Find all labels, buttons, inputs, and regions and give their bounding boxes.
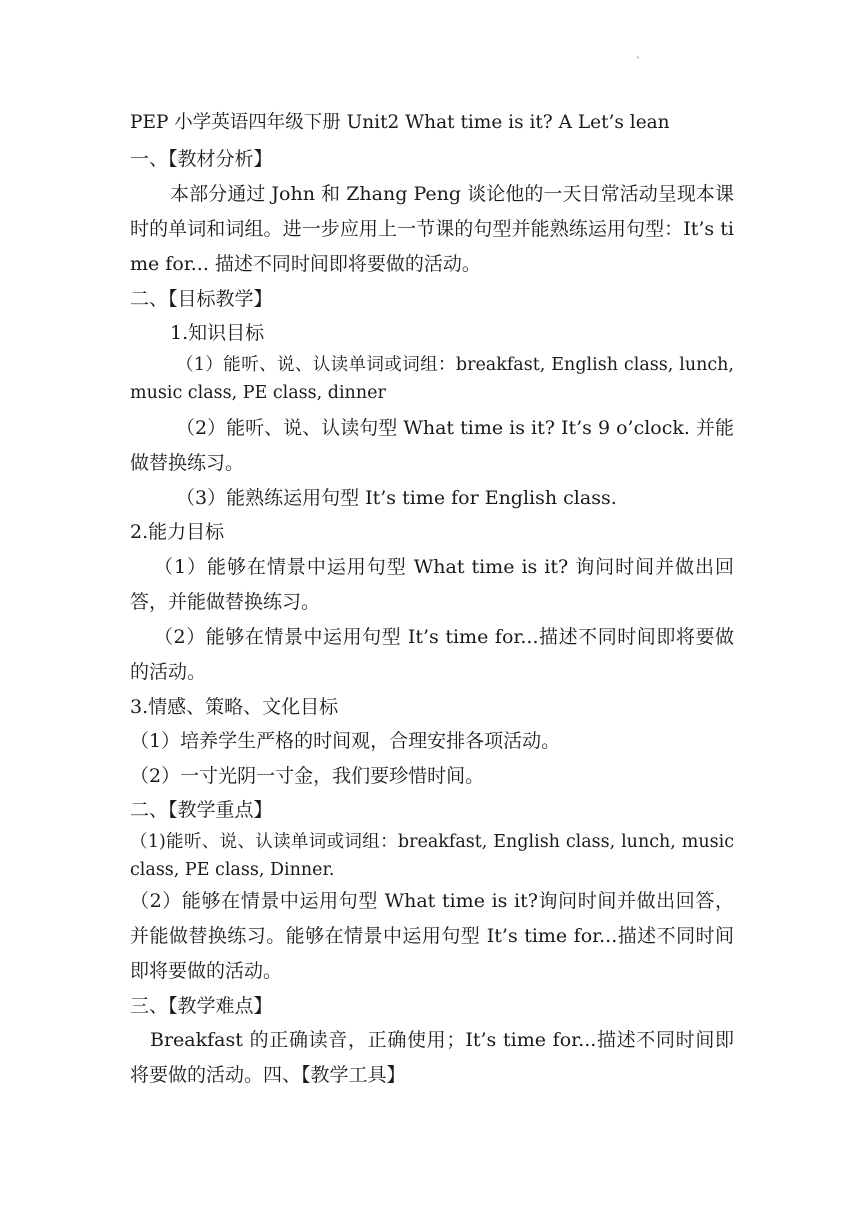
emotion-objectives-title: 3.情感、策略、文化目标	[130, 695, 339, 718]
section-heading-objectives: 二、【目标教学】	[130, 287, 273, 310]
analysis-paragraph: 本部分通过 John 和 Zhang Peng 谈论他的一天日常活动呈现本课时的单词和词组。进一步应用上一节课的句型并能熟练运用句型：It’s time for... 描述不同时间即将要做的活动。	[130, 182, 734, 275]
key-point-2: （2）能够在情景中运用句型 What time is it?询问时间并做出回答，并能做替换练习。能够在情景中运用句型 It’s time for...描述不同时间即将要做的活动。	[130, 889, 734, 982]
emotion-objective-2: （2）一寸光阴一寸金，我们要珍惜时间。	[130, 764, 485, 787]
knowledge-objective-1: （1）能听、说、认读单词或词组：breakfast, English class, lunch, music class, PE class, dinner	[130, 354, 734, 403]
ability-objective-1: （1）能够在情景中运用句型 What time is it? 询问时间并做出回答，并能做替换练习。	[130, 555, 734, 613]
section-heading-key-points: 二、【教学重点】	[130, 799, 273, 821]
knowledge-objective-2: （2）能听、说、认读句型 What time is it? It’s 9 o’clock. 并能做替换练习。	[130, 416, 734, 474]
knowledge-objective-3: （3）能熟练运用句型 It’s time for English class.	[176, 486, 617, 509]
emotion-objective-1: （1）培养学生严格的时间观，合理安排各项活动。	[130, 730, 561, 752]
knowledge-objectives-title: 1.知识目标	[170, 322, 265, 344]
corner-mark: `	[636, 57, 641, 68]
document-body	[130, 108, 734, 1093]
section-heading-difficulties: 三、【教学难点】	[130, 994, 273, 1017]
ability-objective-2: （2）能够在情景中运用句型 It’s time for...描述不同时间即将要做的活动。	[130, 625, 734, 683]
key-point-1: （1)能听、说、认读单词或词组：breakfast, English class, lunch, music class, PE class, Dinner.	[130, 831, 734, 880]
document-title: PEP 小学英语四年级下册 Unit2 What time is it? A Let’s lean	[130, 112, 670, 133]
ability-objectives-title: 2.能力目标	[130, 521, 225, 543]
difficulties-paragraph: Breakfast 的正确读音，正确使用；It’s time for...描述不同时间即将要做的活动。四、【教学工具】	[130, 1029, 734, 1086]
section-heading-analysis: 一、【教材分析】	[130, 148, 273, 170]
